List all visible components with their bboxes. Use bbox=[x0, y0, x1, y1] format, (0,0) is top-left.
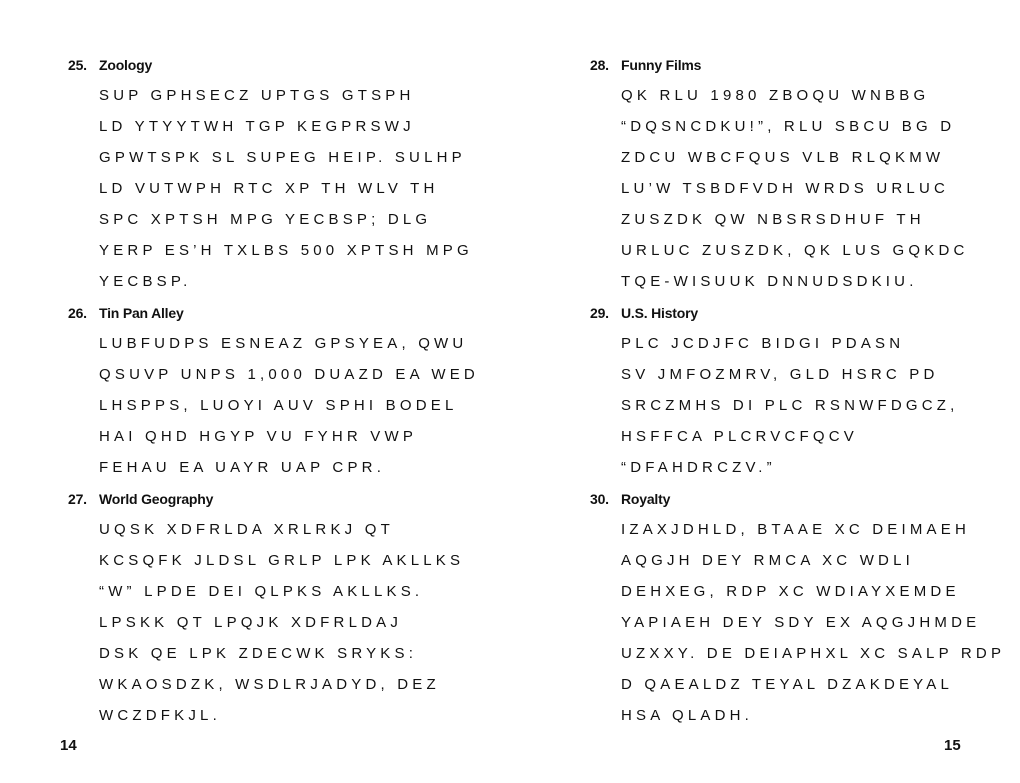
puzzle-title: World Geography bbox=[99, 490, 214, 507]
cipher-line: “W” LPDE DEI QLPKS AKLLKS. bbox=[99, 583, 424, 600]
puzzle-number: 30. bbox=[590, 490, 609, 507]
cipher-line: LU’W TSBDFVDH WRDS URLUC bbox=[621, 180, 950, 197]
cipher-line: UZXXY. DE DEIAPHXL XC SALP RDP bbox=[621, 645, 1006, 662]
puzzle-header bbox=[0, 297, 500, 328]
cipher-line: LHSPPS, LUOYI AUV SPHI BODEL bbox=[99, 397, 458, 414]
page-number-left: 14 bbox=[60, 737, 77, 754]
cipher-line: SRCZMHS DI PLC RSNWFDGCZ, bbox=[621, 397, 959, 414]
puzzle-header bbox=[0, 49, 500, 80]
cipher-line: WCZDFKJL. bbox=[99, 707, 221, 724]
puzzle-25 bbox=[0, 49, 500, 297]
cipher-line: ZUSZDK QW NBSRSDHUF TH bbox=[621, 211, 925, 228]
cipher-line: UQSK XDFRLDA XRLRKJ QT bbox=[99, 521, 394, 538]
cipher-line: PLC JCDJFC BIDGI PDASN bbox=[621, 335, 905, 352]
puzzle-title: U.S. History bbox=[621, 304, 698, 321]
puzzle-number: 28. bbox=[590, 56, 609, 73]
cipher-line: QSUVP UNPS 1,000 DUAZD EA WED bbox=[99, 366, 479, 383]
puzzle-header bbox=[522, 297, 1020, 328]
puzzle-title: Tin Pan Alley bbox=[99, 304, 184, 321]
puzzle-29 bbox=[522, 297, 1020, 483]
cipher-line: SUP GPHSECZ UPTGS GTSPH bbox=[99, 87, 415, 104]
cipher-line: HAI QHD HGYP VU FYHR VWP bbox=[99, 428, 418, 445]
cipher-line: FEHAU EA UAYR UAP CPR. bbox=[99, 459, 386, 476]
cipher-line: SPC XPTSH MPG YECBSP; DLG bbox=[99, 211, 432, 228]
cipher-line: “DFAHDRCZV.” bbox=[621, 459, 776, 476]
cipher-line: YAPIAEH DEY SDY EX AQGJHMDE bbox=[621, 614, 981, 631]
puzzle-title: Royalty bbox=[621, 490, 671, 507]
cipher-line: LUBFUDPS ESNEAZ GPSYEA, QWU bbox=[99, 335, 468, 352]
cipher-line: AQGJH DEY RMCA XC WDLI bbox=[621, 552, 914, 569]
puzzle-header bbox=[0, 483, 500, 514]
puzzle-27 bbox=[0, 483, 500, 731]
page-number-right: 15 bbox=[944, 737, 961, 754]
cipher-line: D QAEALDZ TEYAL DZAKDEYAL bbox=[621, 676, 954, 693]
cipher-line: QK RLU 1980 ZBOQU WNBBG bbox=[621, 87, 930, 104]
puzzle-number: 26. bbox=[68, 304, 87, 321]
puzzle-header bbox=[522, 483, 1020, 514]
cipher-line: WKAOSDZK, WSDLRJADYD, DEZ bbox=[99, 676, 440, 693]
cipher-line: LD VUTWPH RTC XP TH WLV TH bbox=[99, 180, 439, 197]
cipher-line: HSA QLADH. bbox=[621, 707, 754, 724]
cipher-line: LPSKK QT LPQJK XDFRLDAJ bbox=[99, 614, 403, 631]
cipher-line: IZAXJDHLD, BTAAE XC DEIMAEH bbox=[621, 521, 970, 538]
puzzle-title: Zoology bbox=[99, 56, 153, 73]
puzzle-title: Funny Films bbox=[621, 56, 702, 73]
puzzle-number: 27. bbox=[68, 490, 87, 507]
cipher-line: TQE-WISUUK DNNUDSDKIU. bbox=[621, 273, 918, 290]
cipher-line: DSK QE LPK ZDECWK SRYKS: bbox=[99, 645, 418, 662]
puzzle-28 bbox=[522, 49, 1020, 297]
cipher-line: YECBSP. bbox=[99, 273, 192, 290]
cipher-line: YERP ES’H TXLBS 500 XPTSH MPG bbox=[99, 242, 473, 259]
cipher-line: “DQSNCDKU!”, RLU SBCU BG D bbox=[621, 118, 956, 135]
cipher-line: GPWTSPK SL SUPEG HEIP. SULHP bbox=[99, 149, 466, 166]
cipher-line: DEHXEG, RDP XC WDIAYXEMDE bbox=[621, 583, 960, 600]
puzzle-30 bbox=[522, 483, 1020, 731]
cipher-line: URLUC ZUSZDK, QK LUS GQKDC bbox=[621, 242, 969, 259]
puzzle-26 bbox=[0, 297, 500, 483]
cipher-line: HSFFCA PLCRVCFQCV bbox=[621, 428, 858, 445]
cipher-line: KCSQFK JLDSL GRLP LPK AKLLKS bbox=[99, 552, 465, 569]
cipher-line: SV JMFOZMRV, GLD HSRC PD bbox=[621, 366, 939, 383]
cipher-line: ZDCU WBCFQUS VLB RLQKMW bbox=[621, 149, 945, 166]
puzzle-number: 25. bbox=[68, 56, 87, 73]
puzzle-header bbox=[522, 49, 1020, 80]
cipher-line: LD YTYYTWH TGP KEGPRSWJ bbox=[99, 118, 415, 135]
right-page bbox=[522, 0, 1020, 783]
puzzle-number: 29. bbox=[590, 304, 609, 321]
